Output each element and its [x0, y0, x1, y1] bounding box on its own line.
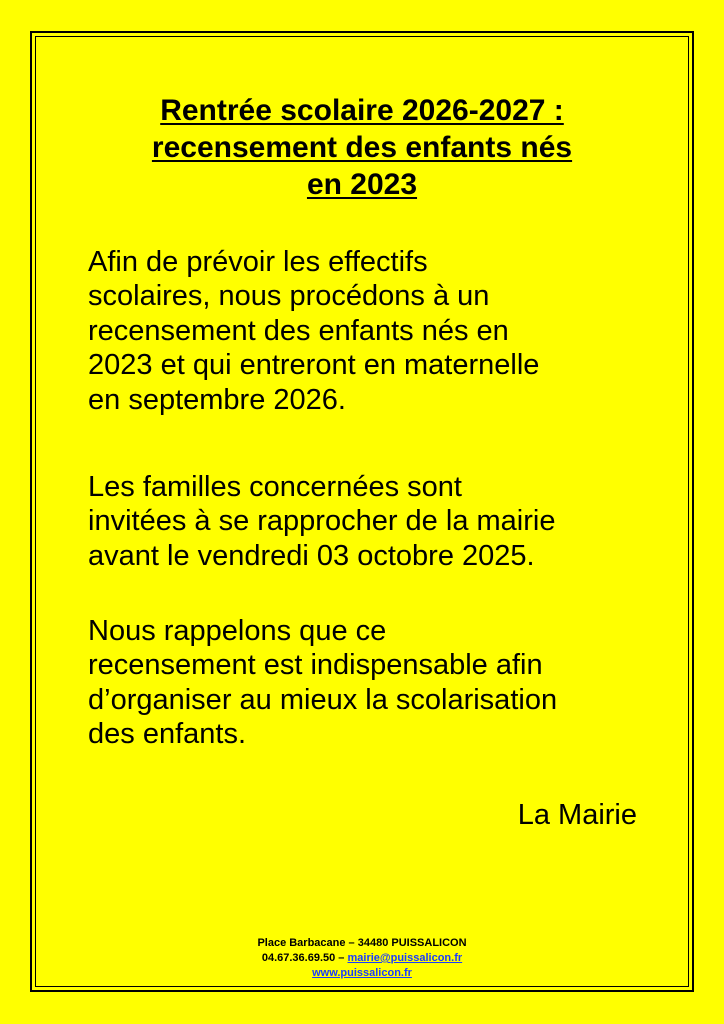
text-line: Nous rappelons que ce [88, 615, 387, 647]
text-line: d’organiser au mieux la scolarisation [88, 683, 558, 716]
title-line-1: Rentrée scolaire 2026-2027 : [160, 94, 564, 127]
title-line-2: recensement des enfants nés [151, 131, 573, 164]
notice-title [60, 92, 664, 203]
signature: La Mairie [517, 799, 637, 831]
text-line: Afin de prévoir les effectifs [88, 246, 428, 278]
footer-website-line [200, 966, 524, 981]
text-line: invitées à se rapprocher de la mairie [88, 505, 556, 538]
title-line-3: en 2023 [306, 168, 418, 201]
text-line: des enfants. [88, 718, 246, 751]
text-line: scolaires, nous procédons à un [88, 280, 490, 313]
text-line: 2023 et qui entreront en maternelle [88, 349, 540, 382]
paragraph-reminder [88, 614, 658, 752]
text-line: recensement des enfants nés en [88, 314, 509, 347]
footer-contact-line [200, 951, 524, 966]
footer-address: Place Barbacane – 34480 PUISSALICON [257, 937, 467, 949]
paragraph-census-purpose [88, 245, 658, 417]
email-link[interactable]: mairie@puissalicon.fr [347, 952, 463, 964]
contact-footer [200, 936, 524, 981]
website-link[interactable]: www.puissalicon.fr [312, 967, 412, 979]
text-line: recensement est indispensable afin [88, 649, 543, 682]
paragraph-families-deadline [88, 470, 658, 573]
footer-phone: 04.67.36.69.50 – [261, 952, 345, 964]
text-line: avant le vendredi 03 octobre 2025. [88, 539, 535, 572]
text-line: en septembre 2026. [88, 383, 346, 416]
text-line: Les familles concernées sont [88, 471, 462, 503]
